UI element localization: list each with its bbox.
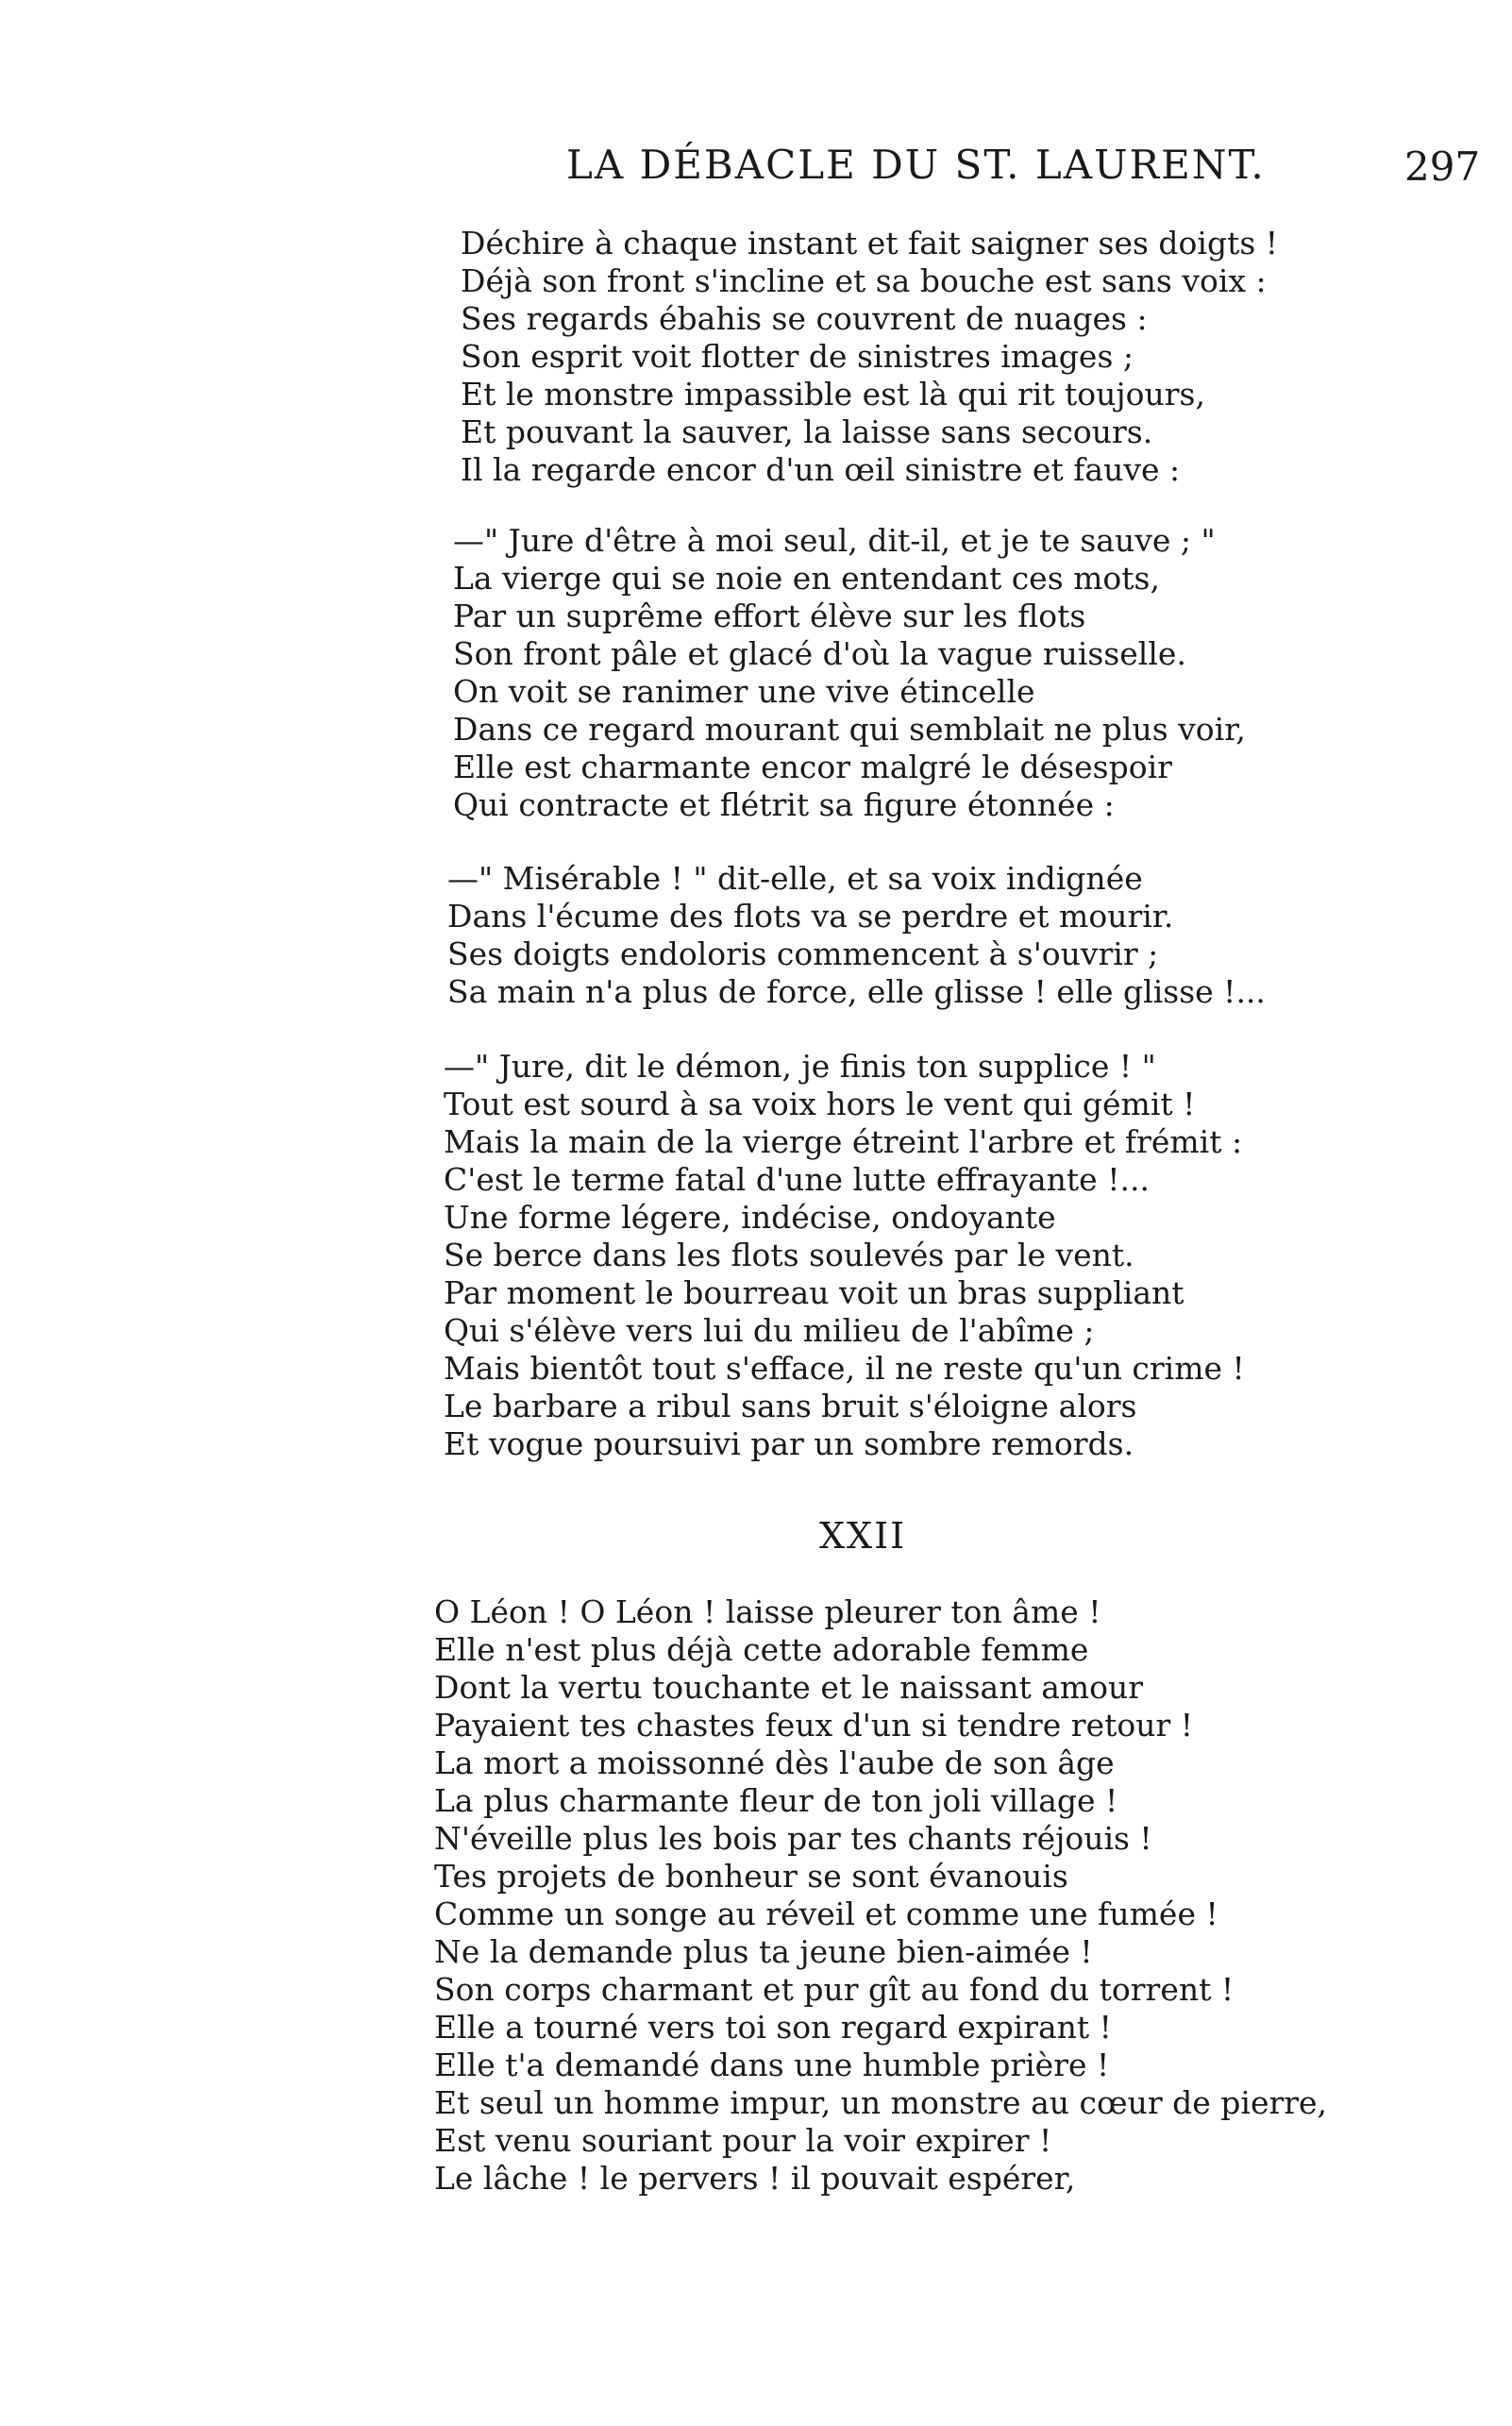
verse-line: La vierge qui se noie en entendant ces mots, bbox=[453, 560, 1160, 597]
verse-line: O Léon ! O Léon ! laisse pleurer ton âme ! bbox=[434, 1593, 1101, 1630]
verse-line: Et le monstre impassible est là qui rit toujours, bbox=[461, 376, 1205, 413]
verse-line: Le lâche ! le pervers ! il pouvait espérer, bbox=[434, 2160, 1076, 2197]
verse-line: Déjà son front s'incline et sa bouche est sans voix : bbox=[461, 262, 1267, 299]
verse-line: Ses doigts endoloris commencent à s'ouvrir ; bbox=[447, 935, 1159, 972]
verse-line: Mais bientôt tout s'efface, il ne reste qu'un crime ! bbox=[444, 1350, 1245, 1387]
verse-line: Qui contracte et flétrit sa figure étonnée : bbox=[453, 786, 1115, 823]
verse-line: —" Misérable ! " dit-elle, et sa voix indignée bbox=[447, 860, 1143, 897]
verse-line: Son esprit voit flotter de sinistres images ; bbox=[461, 338, 1134, 375]
verse-line: Et seul un homme impur, un monstre au cœur de pierre, bbox=[434, 2084, 1328, 2121]
verse-line: Le barbare a ribul sans bruit s'éloigne alors bbox=[444, 1388, 1137, 1424]
stanza-3 bbox=[447, 860, 1266, 1011]
verse-line: Qui s'élève vers lui du milieu de l'abîme ; bbox=[444, 1312, 1095, 1349]
verse-line: Dans l'écume des flots va se perdre et mourir. bbox=[447, 898, 1174, 935]
verse-line: Mais la main de la vierge étreint l'arbre et frémit : bbox=[444, 1123, 1243, 1160]
verse-line: Ses regards ébahis se couvrent de nuages : bbox=[461, 300, 1148, 337]
running-header: LA DÉBACLE DU ST. LAURENT. bbox=[566, 142, 1266, 188]
verse-line: C'est le terme fatal d'une lutte effrayante !... bbox=[444, 1161, 1150, 1198]
verse-line: Ne la demande plus ta jeune bien-aimée ! bbox=[434, 1933, 1093, 1970]
verse-line: Dans ce regard mourant qui semblait ne plus voir, bbox=[453, 711, 1246, 748]
verse-line: —" Jure d'être à moi seul, dit-il, et je te sauve ; " bbox=[453, 522, 1216, 559]
page-number: 297 bbox=[1404, 143, 1481, 190]
verse-line: Son corps charmant et pur gît au fond du torrent ! bbox=[434, 1971, 1235, 2008]
verse-line: Par un suprême effort élève sur les flots bbox=[453, 598, 1086, 634]
verse-line: Elle a tourné vers toi son regard expirant ! bbox=[434, 2009, 1112, 2046]
verse-line: Par moment le bourreau voit un bras suppliant bbox=[444, 1274, 1184, 1311]
verse-line: Comme un songe au réveil et comme une fumée ! bbox=[434, 1895, 1218, 1932]
verse-line: Elle t'a demandé dans une humble prière ! bbox=[434, 2047, 1110, 2083]
verse-line: Tes projets de bonheur se sont évanouis bbox=[434, 1858, 1068, 1895]
stanza-5 bbox=[434, 1593, 1327, 2198]
verse-line: Payaient tes chastes feux d'un si tendre retour ! bbox=[434, 1707, 1194, 1744]
verse-line: —" Jure, dit le démon, je finis ton supplice ! " bbox=[444, 1048, 1156, 1085]
verse-line: La plus charmante fleur de ton joli village ! bbox=[434, 1782, 1118, 1819]
verse-line: On voit se ranimer une vive étincelle bbox=[453, 673, 1035, 710]
verse-line: Dont la vertu touchante et le naissant amour bbox=[434, 1669, 1144, 1706]
verse-line: Une forme légere, indécise, ondoyante bbox=[444, 1199, 1056, 1236]
verse-line: Se berce dans les flots soulevés par le vent. bbox=[444, 1237, 1134, 1273]
verse-line: Elle est charmante encor malgré le désespoir bbox=[453, 749, 1172, 785]
verse-line: Sa main n'a plus de force, elle glisse ! elle glisse !... bbox=[447, 973, 1266, 1010]
verse-line: Et vogue poursuivi par un sombre remords. bbox=[444, 1425, 1134, 1462]
verse-line: Est venu souriant pour la voir expirer ! bbox=[434, 2122, 1052, 2159]
verse-line: Et pouvant la sauver, la laisse sans secours. bbox=[461, 413, 1153, 450]
verse-line: Déchire à chaque instant et fait saigner ses doigts ! bbox=[461, 225, 1279, 261]
verse-line: Son front pâle et glacé d'où la vague ruisselle. bbox=[453, 635, 1186, 672]
verse-line: N'éveille plus les bois par tes chants réjouis ! bbox=[434, 1820, 1152, 1857]
stanza-2 bbox=[453, 522, 1246, 824]
stanza-4 bbox=[444, 1048, 1245, 1463]
section-heading: XXII bbox=[819, 1515, 907, 1557]
verse-line: Elle n'est plus déjà cette adorable femme bbox=[434, 1631, 1089, 1668]
verse-line: Il la regarde encor d'un œil sinistre et fauve : bbox=[461, 451, 1181, 488]
verse-line: Tout est sourd à sa voix hors le vent qui gémit ! bbox=[444, 1086, 1196, 1122]
stanza-1 bbox=[461, 225, 1278, 489]
verse-line: La mort a moissonné dès l'aube de son âge bbox=[434, 1744, 1115, 1781]
